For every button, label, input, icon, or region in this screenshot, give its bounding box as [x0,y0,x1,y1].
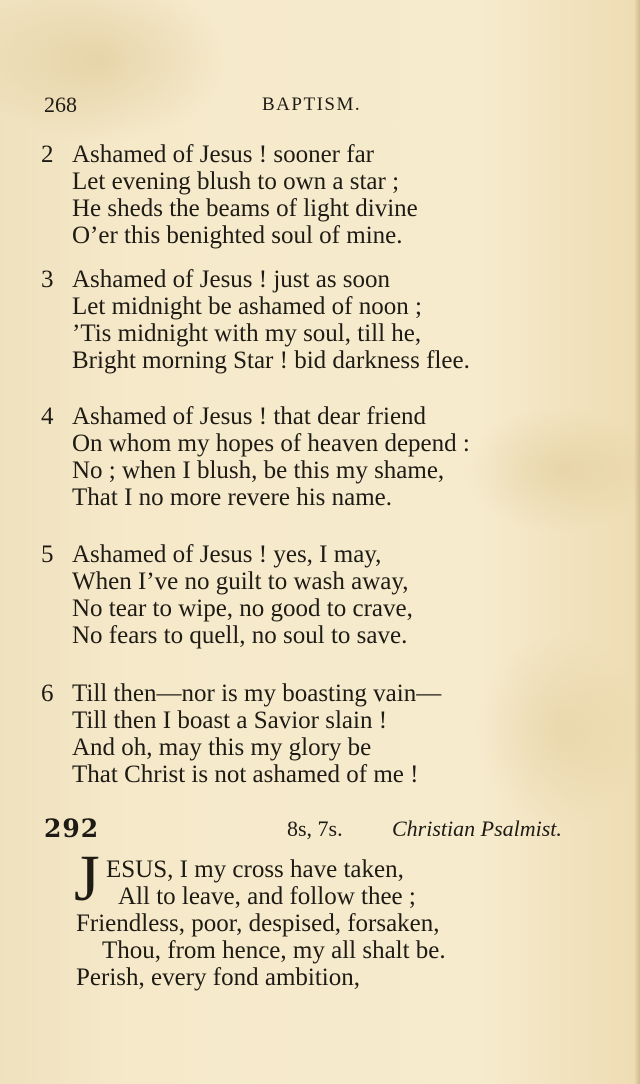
hymn-meter: 8s, 7s. [287,816,343,841]
verse-line: He sheds the beams of light divine [72,195,418,222]
verse-line: Let midnight be ashamed of noon ; [72,293,422,320]
page-number: 268 [44,92,77,117]
stanza-number: 2 [41,141,54,168]
verse-line: That Christ is not ashamed of me ! [72,761,419,788]
verse-line: Ashamed of Jesus ! that dear friend [72,403,427,430]
verse-line: On whom my hopes of heaven depend : [72,430,470,457]
verse-line: Ashamed of Jesus ! yes, I may, [72,541,382,568]
verse-line: Friendless, poor, despised, forsaken, [76,910,440,937]
stanza-number: 5 [41,541,54,568]
verse-line: Perish, every fond ambition, [76,964,360,991]
verse-line: Bright morning Star ! bid darkness flee. [72,347,470,374]
verse-line: ’Tis midnight with my soul, till he, [72,320,422,347]
verse-line: That I no more revere his name. [72,484,393,511]
page-edge [634,0,640,1084]
verse-line: Ashamed of Jesus ! sooner far [72,141,375,168]
page-header [0,92,640,122]
verse-line: No fears to quell, no soul to save. [72,622,408,649]
verse-line: And oh, may this my glory be [72,734,372,761]
verse-line: O’er this benighted soul of mine. [72,222,403,249]
running-head: BAPTISM. [262,94,362,115]
hymn-author: Christian Psalmist. [392,816,562,841]
hymn-number: 292 [44,814,100,843]
stanza-number: 6 [41,680,54,707]
verse-line: All to leave, and follow thee ; [118,883,416,910]
verse-line: ESUS, I my cross have taken, [106,856,404,883]
verse-line: Ashamed of Jesus ! just as soon [72,266,391,293]
drop-cap: J [74,842,100,915]
verse-line: Thou, from hence, my all shalt be. [102,937,446,964]
stanza-number: 4 [41,403,54,430]
verse-line: Till then—nor is my boasting vain— [72,680,442,707]
stanza-number: 3 [41,266,54,293]
verse-line: When I’ve no guilt to wash away, [72,568,409,595]
verse-line: No ; when I blush, be this my shame, [72,457,445,484]
verse-line: Let evening blush to own a star ; [72,168,400,195]
verse-line: Till then I boast a Savior slain ! [72,707,388,734]
verse-line: No tear to wipe, no good to crave, [72,595,413,622]
